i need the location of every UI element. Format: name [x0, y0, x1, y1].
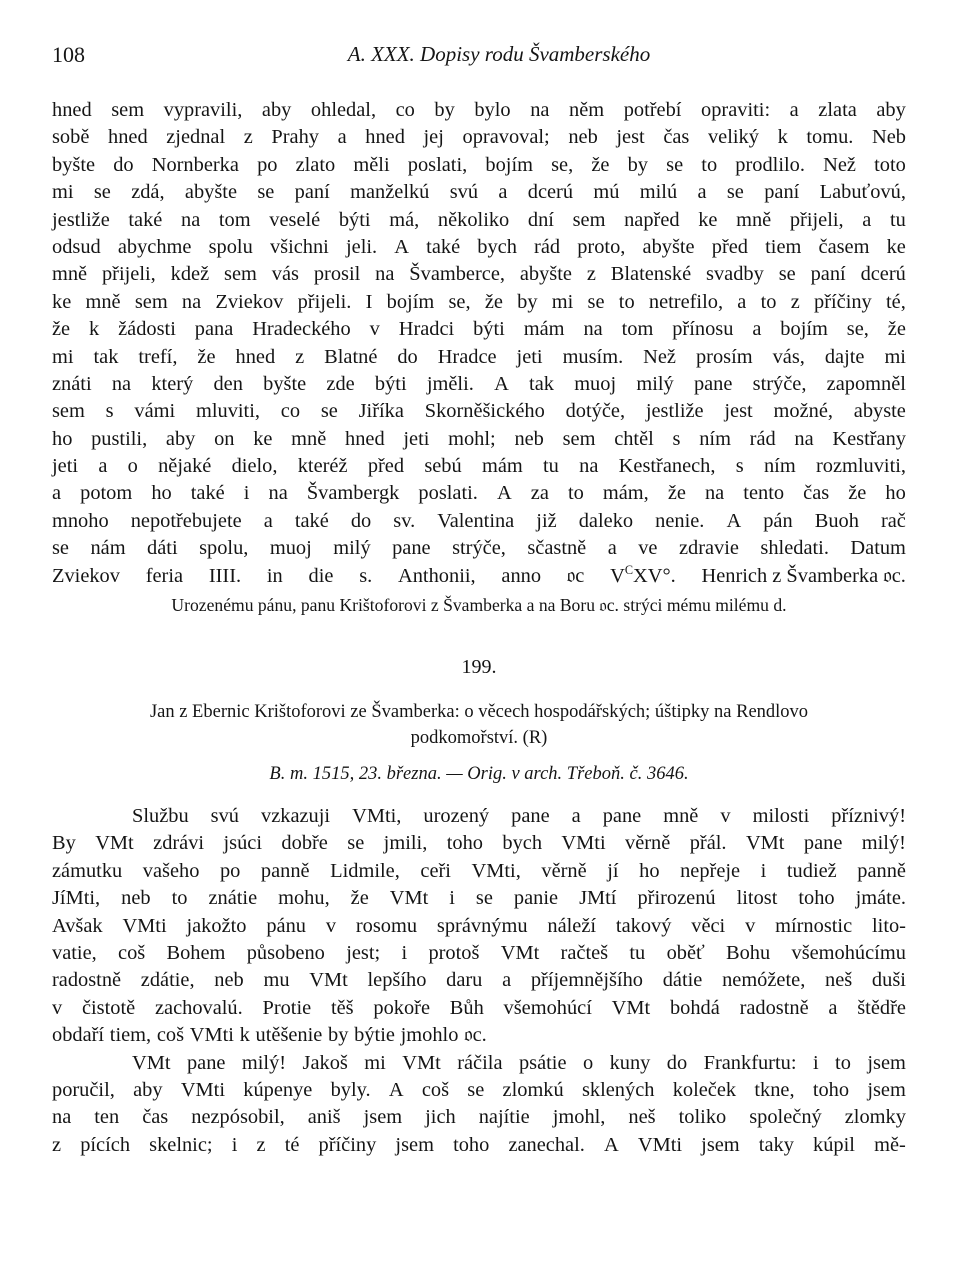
- text-line: se nám dáti spolu, muoj milý pane strýče, sčastně a ve zdravie shledati. Datum: [52, 537, 906, 560]
- text-line: mně přijeli, kdež sem vás prosil na Švamberce, abyšte z Blatenské svadby se paní dcerú: [52, 263, 906, 286]
- book-page: [52, 38, 906, 1159]
- letter-b-para1: [52, 803, 906, 1050]
- text-line: jestliže také na tom veselé býti má, několiko dní sem napřed ke mně přijeli, a tu: [52, 208, 906, 231]
- text-line: mi se zdá, abyšte se paní manželkú svú a dcerú mú milú a se paní Labuťovú,: [52, 181, 906, 204]
- letter-b-para2: [52, 1050, 906, 1160]
- text-line: že k žádosti pana Hradeckého v Hradci býti mám na tom přínosu a bojím se, že: [52, 318, 906, 341]
- text-line: obdaří tiem, coš VMti k utěšenie by býtie jmohlo 𝔬c.: [52, 1024, 487, 1047]
- summary-line: podkomořství. (R): [410, 728, 548, 749]
- text-line: poručil, aby VMti kúpenye byly. A coš se zlomkú sklených koleček tkne, toho jsem: [52, 1078, 906, 1101]
- text-line: ke mně sem na Zviekov přijeli. I bojím se, že by mi se to netrefilo, a to z příčiny té,: [52, 290, 906, 313]
- text-line: a potom ho také i na Švambergk poslati. A za to mám, že na tento čas že ho: [52, 482, 906, 505]
- page-number: 108: [52, 42, 85, 67]
- text-line: VMt pane milý! Jakoš mi VMt ráčila psátie o kuny do Frankfurtu: i to jsem: [132, 1051, 906, 1074]
- text-line: JíMti, neb to znátie mohu, že VMt i se panie JMtí přirozenú litost toho jmáte.: [52, 887, 906, 910]
- document-summary: [52, 699, 906, 751]
- text-line: odsud abychme spolu všichni jeli. A také bych rád proto, abyšte před tiem časem ke: [52, 235, 906, 258]
- letter-address: Urozenému pánu, panu Krištoforovi z Švamberka a na Boru 𝔬c. strýci mému milému d.: [171, 595, 787, 616]
- text-line: z pících skelnic; i z té příčiny jsem toho zanechal. A VMti jsem taky kúpil mě-: [52, 1133, 906, 1156]
- signature: Henrich z Švamberka 𝔬c.: [701, 564, 906, 587]
- text-line: Avšak VMti jakožto pánu v rosomu správnýmu náleží takový věci v mírnostic lito-: [52, 914, 906, 937]
- text-line: mi tak trefí, že hned z Blatné do Hradce jeti musím. Než prosím vás, dajte mi: [52, 345, 906, 368]
- text-line: radostně zdátie, neb mu VMt lepšího daru a příjemnějšího dátie nemóžete, neš duši: [52, 969, 906, 992]
- document-number: 199.: [461, 656, 497, 679]
- text-line: v čistotě zachovalú. Protie těš pokoře Bůh všemohúcí VMt bohdá radostně a štědře: [52, 996, 906, 1019]
- text-line: sem s vámi mluviti, co se Jiříka Skorněšického dotýče, jestliže jest možné, abyste: [52, 400, 906, 423]
- text-line: Zviekov feria IIII. in die s. Anthonii, anno 𝔬c $V^CXV^\circ$. Henrich z Švamberka 𝔬c.: [52, 563, 906, 590]
- text-line: hned sem vypravili, aby ohledal, co by bylo na něm potřebí opraviti: a zlata aby: [52, 99, 906, 121]
- text-line: zámutku vašeho po panně Lidmile, ceři VMti, věrně jí ho nepřeje i tudiež panně: [52, 859, 906, 882]
- text-line: vatie, coš Bohem působeno jest; i protoš VMt račteš tu oběť Bohu všemohúcímu: [52, 941, 906, 964]
- text-line: ho pustili, aby on ke mně hned jeti mohl; neb sem chtěl s ním rád na Kestřany: [52, 427, 906, 450]
- summary-line: Jan z Ebernic Krištoforovi ze Švamberka: o věcech hospodářských; úštipky na Rendlovo: [149, 702, 809, 723]
- text-line: byšte do Nornberka po zlato měli poslati, bojím se, že by se to prodlilo. Než toto: [52, 153, 906, 176]
- text-line: znáti na který den byšte zde býti jměli. A tak muoj milý pane strýče, zapomněl: [52, 372, 906, 395]
- page-header: [52, 38, 906, 78]
- text-line: na ten čas nezpósobil, aniš jsem jich najítie jmohl, neš toliko společný zlomky: [52, 1106, 906, 1129]
- text-line: By VMt zdrávi jsúci dobře se jmili, toho bych VMti věrně přál. VMt pane milý!: [52, 832, 906, 855]
- text-line: sobě hned zjednal z Prahy a hned jej opravoval; neb jest čas veliký k tomu. Neb: [52, 126, 906, 149]
- document-source: B. m. 1515, 23. března. — Orig. v arch. Třeboň. č. 3646.: [269, 764, 689, 785]
- text-line: jeti a o nějaké dielo, kteréž před sebú mám tu na Kestřanech, s ním rozmluviti,: [52, 455, 906, 478]
- text-line: Službu svú vzkazuji VMti, urozený pane a pane mně v milosti příznivý!: [132, 805, 906, 828]
- letter-a-body: [52, 97, 906, 590]
- text-line: mnoho nepotřebujete a také do sv. Valentina již daleko nenie. A pán Buoh rač: [52, 509, 906, 532]
- running-head: A. XXX. Dopisy rodu Švamberského: [347, 42, 651, 66]
